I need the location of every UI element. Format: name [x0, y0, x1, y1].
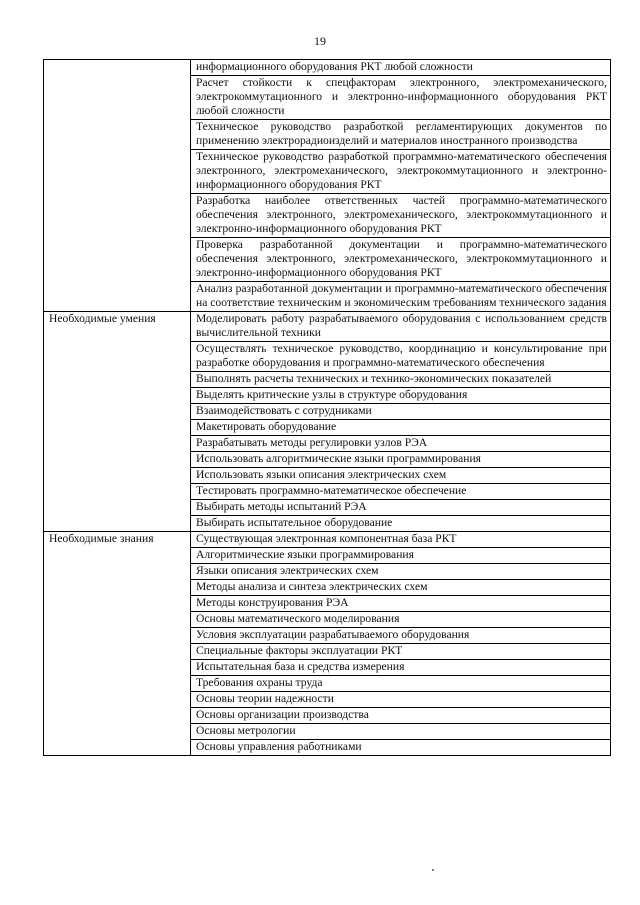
section-item: Техническое руководство разработкой программно-математического обеспечения электронного, электромеханического, электрокоммутационного и электронно-информационного оборудования РКТ: [191, 150, 611, 194]
section-item: Проверка разработанной документации и программно-математического обеспечения электронного, электромеханического, электрокоммутационного и электронно-информационного оборудования РКТ: [191, 238, 611, 282]
section-label: [44, 60, 191, 312]
section-item: Основы организации производства: [191, 708, 611, 724]
section-item: Моделировать работу разрабатываемого оборудования с использованием средств вычислительной техники: [191, 312, 611, 342]
table-row: [44, 312, 611, 342]
scan-speck: [432, 869, 434, 871]
section-item: Существующая электронная компонентная база РКТ: [191, 532, 611, 548]
section-item: Методы конструирования РЭА: [191, 596, 611, 612]
section-item: Условия эксплуатации разрабатываемого оборудования: [191, 628, 611, 644]
section-item: Специальные факторы эксплуатации РКТ: [191, 644, 611, 660]
section-item: Взаимодействовать с сотрудниками: [191, 404, 611, 420]
section-item: Основы управления работниками: [191, 740, 611, 756]
table-row: [44, 60, 611, 76]
section-item: Выбирать методы испытаний РЭА: [191, 500, 611, 516]
section-item: Макетировать оборудование: [191, 420, 611, 436]
section-item: Алгоритмические языки программирования: [191, 548, 611, 564]
section-item: Методы анализа и синтеза электрических схем: [191, 580, 611, 596]
section-item: Расчет стойкости к спецфакторам электронного, электромеханического, электрокоммутационного и электронно-информационного оборудования РКТ любой сложности: [191, 76, 611, 120]
section-item: Техническое руководство разработкой регламентирующих документов по применению электрорадиоизделий и материалов иностранного производства: [191, 120, 611, 150]
page-number: 19: [314, 34, 326, 48]
qualification-table-body: [44, 60, 611, 756]
section-item: Выделять критические узлы в структуре оборудования: [191, 388, 611, 404]
table-row: [44, 532, 611, 548]
section-item: Разработка наиболее ответственных частей программно-математического обеспечения электронного, электромеханического, электрокоммутационного и электронно-информационного оборудования РКТ: [191, 194, 611, 238]
section-label: Необходимые знания: [44, 532, 191, 756]
section-item: Осуществлять техническое руководство, координацию и консультирование при разработке оборудования и программно-математического обеспечения: [191, 342, 611, 372]
section-item: Использовать алгоритмические языки программирования: [191, 452, 611, 468]
section-item: Тестировать программно-математическое обеспечение: [191, 484, 611, 500]
qualification-table: [43, 59, 611, 756]
section-item: Требования охраны труда: [191, 676, 611, 692]
section-label: Необходимые умения: [44, 312, 191, 532]
section-item: Анализ разработанной документации и программно-математического обеспечения на соответствие техническим и экономическим требованиям технического задания: [191, 282, 611, 312]
section-item: Использовать языки описания электрических схем: [191, 468, 611, 484]
section-item: информационного оборудования РКТ любой сложности: [191, 60, 611, 76]
section-item: Основы теории надежности: [191, 692, 611, 708]
section-item: Языки описания электрических схем: [191, 564, 611, 580]
section-item: Выбирать испытательное оборудование: [191, 516, 611, 532]
section-item: Основы метрологии: [191, 724, 611, 740]
section-item: Разрабатывать методы регулировки узлов РЭА: [191, 436, 611, 452]
section-item: Выполнять расчеты технических и технико-экономических показателей: [191, 372, 611, 388]
section-item: Испытательная база и средства измерения: [191, 660, 611, 676]
section-item: Основы математического моделирования: [191, 612, 611, 628]
